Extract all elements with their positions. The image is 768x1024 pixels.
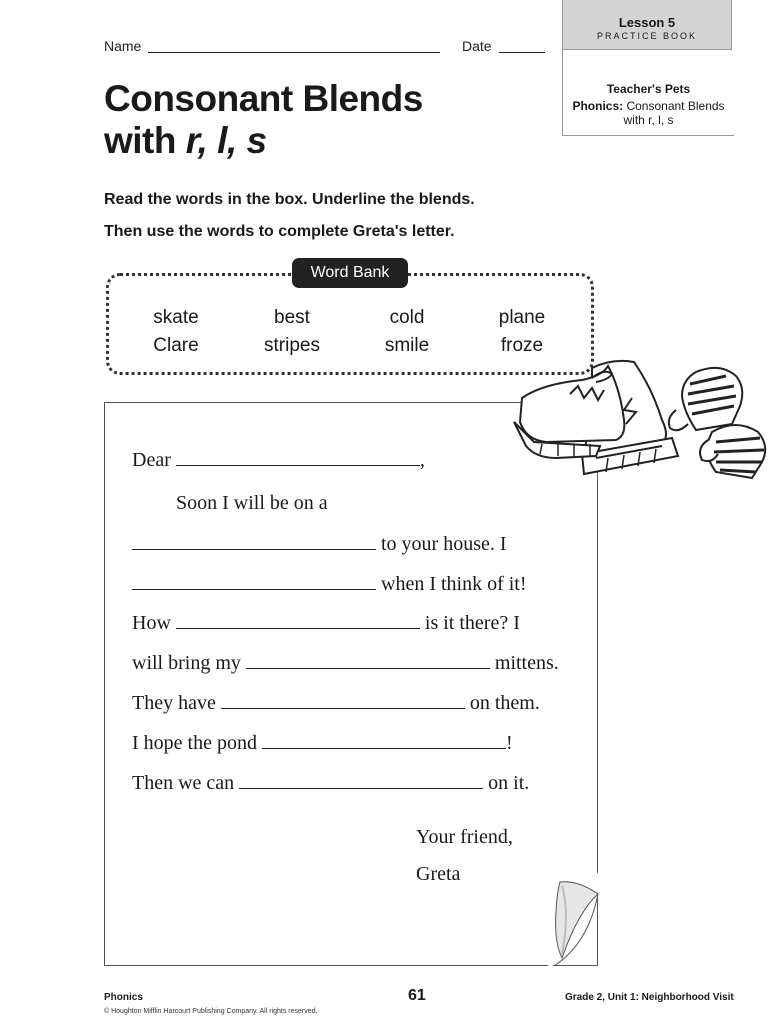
ice-skates-icon xyxy=(512,358,682,488)
footer-subject: Phonics xyxy=(104,992,143,1003)
blank-greeting[interactable] xyxy=(176,449,420,466)
blank-3[interactable] xyxy=(176,612,420,629)
skill-line2: with r, l, s xyxy=(623,113,674,127)
practice-book-label: PRACTICE BOOK xyxy=(596,31,697,41)
word-bank-word: cold xyxy=(389,307,425,328)
letter-closing: Your friend, xyxy=(416,826,513,848)
line4-before: How xyxy=(132,612,171,634)
skill-text: Consonant Blends xyxy=(626,99,725,113)
word-bank-word: Clare xyxy=(153,335,199,356)
line6-before: They have xyxy=(132,692,216,714)
letter-line2 xyxy=(132,533,507,556)
footer-copyright: © Houghton Mifflin Harcourt Publishing Company. All rights reserved. xyxy=(104,1008,318,1015)
greeting-text: Dear xyxy=(132,449,171,471)
line4-after: is it there? I xyxy=(424,612,520,634)
word-bank-word: best xyxy=(274,307,310,328)
letter-line4 xyxy=(132,612,520,635)
instruction-line2: Then use the words to complete Greta's letter. xyxy=(104,223,455,240)
page-title xyxy=(104,78,423,162)
title-letters: r, l, s xyxy=(185,120,267,161)
line7-before: I hope the pond xyxy=(132,732,257,754)
name-field[interactable] xyxy=(148,52,440,53)
greeting-comma: , xyxy=(419,449,425,471)
lesson-title: Lesson 5 xyxy=(618,15,676,30)
letter-signature: Greta xyxy=(416,863,461,885)
skill-label: Phonics: xyxy=(572,99,624,113)
word-bank-word: smile xyxy=(384,335,430,356)
line8-before: Then we can xyxy=(132,772,235,794)
lesson-box xyxy=(562,0,732,50)
word-bank-word: stripes xyxy=(264,335,320,356)
story-info-box xyxy=(562,50,734,136)
word-bank-word: plane xyxy=(498,307,546,328)
blank-5[interactable] xyxy=(221,692,465,709)
page-curl-icon xyxy=(548,872,600,968)
line3-text: when I think of it! xyxy=(381,573,527,595)
instruction-line1: Read the words in the box. Underline the blends. xyxy=(104,191,475,208)
letter-line8 xyxy=(132,772,529,795)
title-line2 xyxy=(104,120,423,162)
word-bank-word: skate xyxy=(153,307,199,328)
line5-before: will bring my xyxy=(132,652,241,674)
blank-6[interactable] xyxy=(262,732,506,749)
letter-line3 xyxy=(132,573,527,596)
line6-after: on them. xyxy=(469,692,540,714)
mittens-icon xyxy=(666,362,768,484)
line8-after: on it. xyxy=(488,772,530,794)
title-with: with xyxy=(104,120,176,161)
letter-line1: Soon I will be on a xyxy=(176,492,328,514)
blank-1[interactable] xyxy=(132,533,376,550)
word-bank-word: froze xyxy=(500,335,544,356)
title-line1: Consonant Blends xyxy=(104,78,423,119)
line2-text: to your house. I xyxy=(381,533,507,555)
footer-unit: Grade 2, Unit 1: Neighborhood Visit xyxy=(565,992,734,1003)
name-label: Name xyxy=(104,38,142,54)
letter-line7 xyxy=(132,732,513,755)
blank-2[interactable] xyxy=(132,573,376,590)
line7-after: ! xyxy=(505,732,513,754)
blank-4[interactable] xyxy=(246,652,490,669)
skill-info xyxy=(563,99,734,127)
story-title: Teacher's Pets xyxy=(606,82,691,96)
word-bank-label: Word Bank xyxy=(292,258,408,288)
letter-line-greeting xyxy=(132,449,425,472)
line5-after: mittens. xyxy=(494,652,559,674)
date-label: Date xyxy=(462,38,492,54)
blank-7[interactable] xyxy=(239,772,483,789)
date-field[interactable] xyxy=(499,52,545,53)
page-number: 61 xyxy=(408,987,426,1004)
letter-line5 xyxy=(132,652,559,675)
letter-line6 xyxy=(132,692,540,715)
